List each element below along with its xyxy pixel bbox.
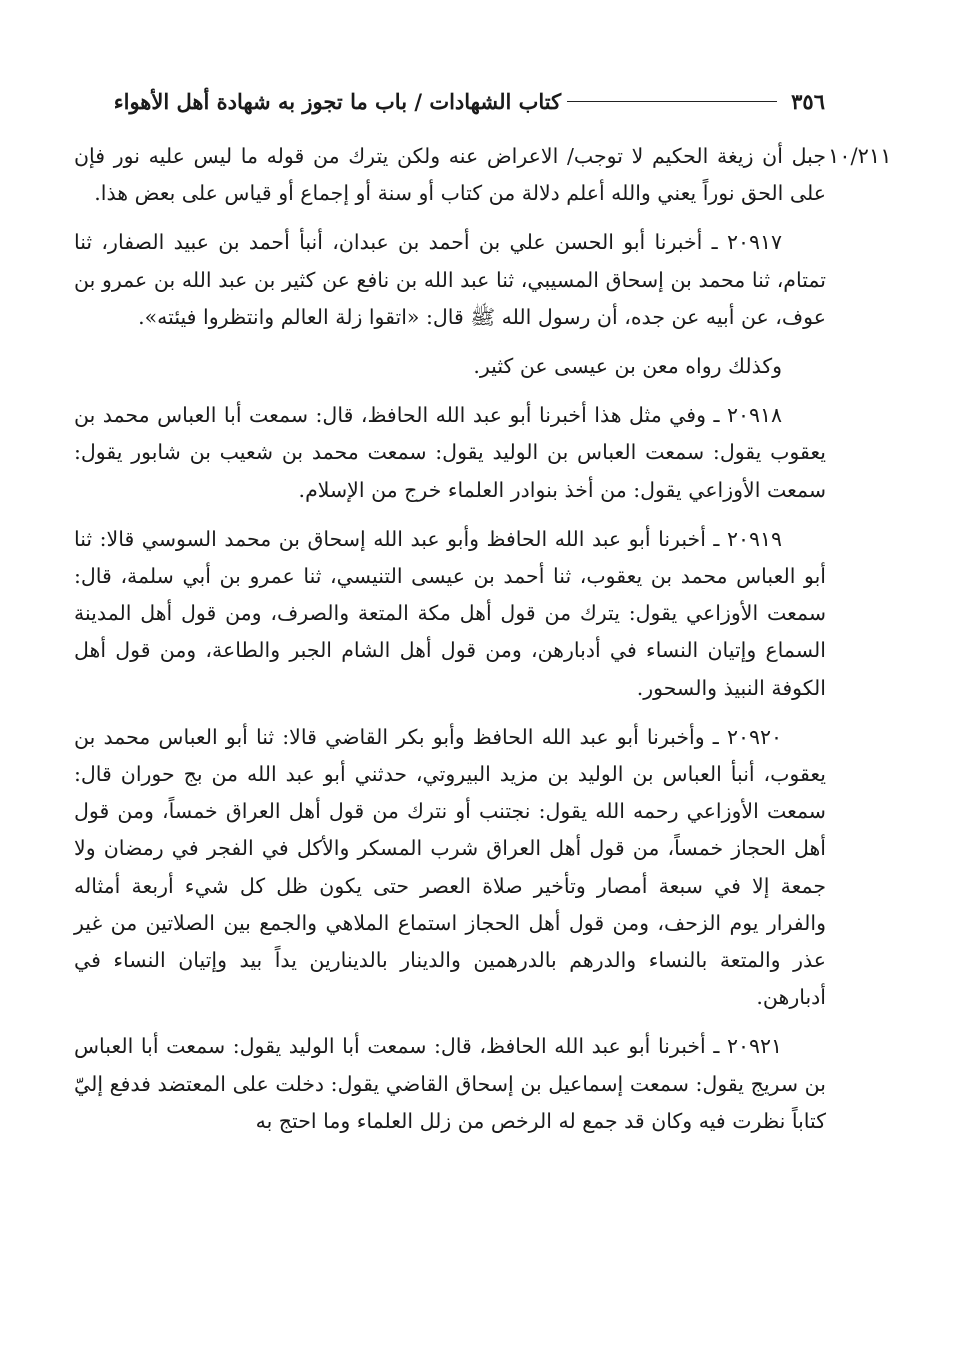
header-rule: [567, 101, 777, 102]
narration-note: وكذلك رواه معن بن عيسى عن كثير.: [473, 354, 782, 379]
hadith-20917: ٢٠٩١٧ ـ أخبرنا أبو الحسن علي بن أحمد بن عبدان، أنبأ أحمد بن عبيد الصفار، ثنا تمتام، ثنا محمد بن إسحاق المسيبي، ثنا عبد الله بن نافع عن كثير بن عبد الله بن عمرو بن عوف، عن أبيه عن جده، أن رسول الله ﷺ قال: «اتقوا زلة العالم وانتظروا فيئته».: [74, 230, 826, 329]
hadith-20919: ٢٠٩١٩ ـ أخبرنا أبو عبد الله الحافظ وأبو عبد الله إسحاق بن محمد السوسي قالا: ثنا أبو العباس محمد بن يعقوب، ثنا أحمد بن عيسى التنيسي، ثنا عمرو بن أبي سلمة، قال: سمعت الأوزاعي يقول: يترك من قول أهل مكة المتعة والصرف، ومن قول أهل المدينة السماع وإتيان النساء في أدبارهن، ومن قول أهل الشام الجبر والطاعة، ومن قول أهل الكوفة النبيذ والسحور.: [74, 526, 826, 700]
page-number: ٣٥٦: [791, 88, 825, 114]
body-text: [74, 138, 826, 1152]
page-header: [60, 84, 825, 118]
hadith-20920: ٢٠٩٢٠ ـ وأخبرنا أبو عبد الله الحافظ وأبو بكر القاضي قالا: ثنا أبو العباس محمد بن يعقوب، أنبأ العباس بن الوليد بن مزيد البيروتي، حدثني أبو عبد الله من بج حوران قال: سمعت الأوزاعي رحمه الله يقول: نجتنب أو نترك من قول أهل العراق خمساً، ومن قول أهل الحجاز خمساً، من قول أهل العراق شرب المسكر والأكل في الفجر في رمضان ولا جمعة إلا في سبعة أمصار وتأخير صلاة العصر حتى يكون ظل كل شيء أربعة أمثاله والفرار يوم الزحف، ومن قول أهل الحجاز استماع الملاهي والجمع بين الصلاتين من غير عذر والمتعة بالنساء والدرهم بالدرهمين والدينار بالدينارين يداً بيد وإتيان النساء في أدبارهن.: [74, 724, 826, 1010]
hadith-20918: ٢٠٩١٨ ـ وفي مثل هذا أخبرنا أبو عبد الله الحافظ، قال: سمعت أبا العباس محمد بن يعقوب يقول: سمعت العباس بن الوليد يقول: سمعت محمد بن شعيب بن شابور يقول: سمعت الأوزاعي يقول: من أخذ بنوادر العلماء خرج من الإسلام.: [74, 403, 826, 502]
running-title: كتاب الشهادات / باب ما تجوز به شهادة أهل الأهواء: [113, 88, 562, 114]
paragraph-continuation: جبل أن زيغة الحكيم لا توجب/ الاعراض عنه ولكن يترك من قوله ما ليس عليه نور فإن على الحق نوراً يعني والله أعلم دلالة من كتاب أو سنة أو إجماع أو قياس على بعض هذا.: [74, 144, 826, 206]
hadith-20921: ٢٠٩٢١ ـ أخبرنا أبو عبد الله الحافظ، قال: سمعت أبا الوليد يقول: سمعت أبا العباس بن سريج يقول: سمعت إسماعيل بن إسحاق القاضي يقول: دخلت على المعتضد فدفع إليّ كتاباً نظرت فيه وكان قد جمع له الرخص من زلل العلماء وما احتج به: [74, 1034, 826, 1133]
margin-reference: ١٠/٢١١: [828, 144, 892, 168]
